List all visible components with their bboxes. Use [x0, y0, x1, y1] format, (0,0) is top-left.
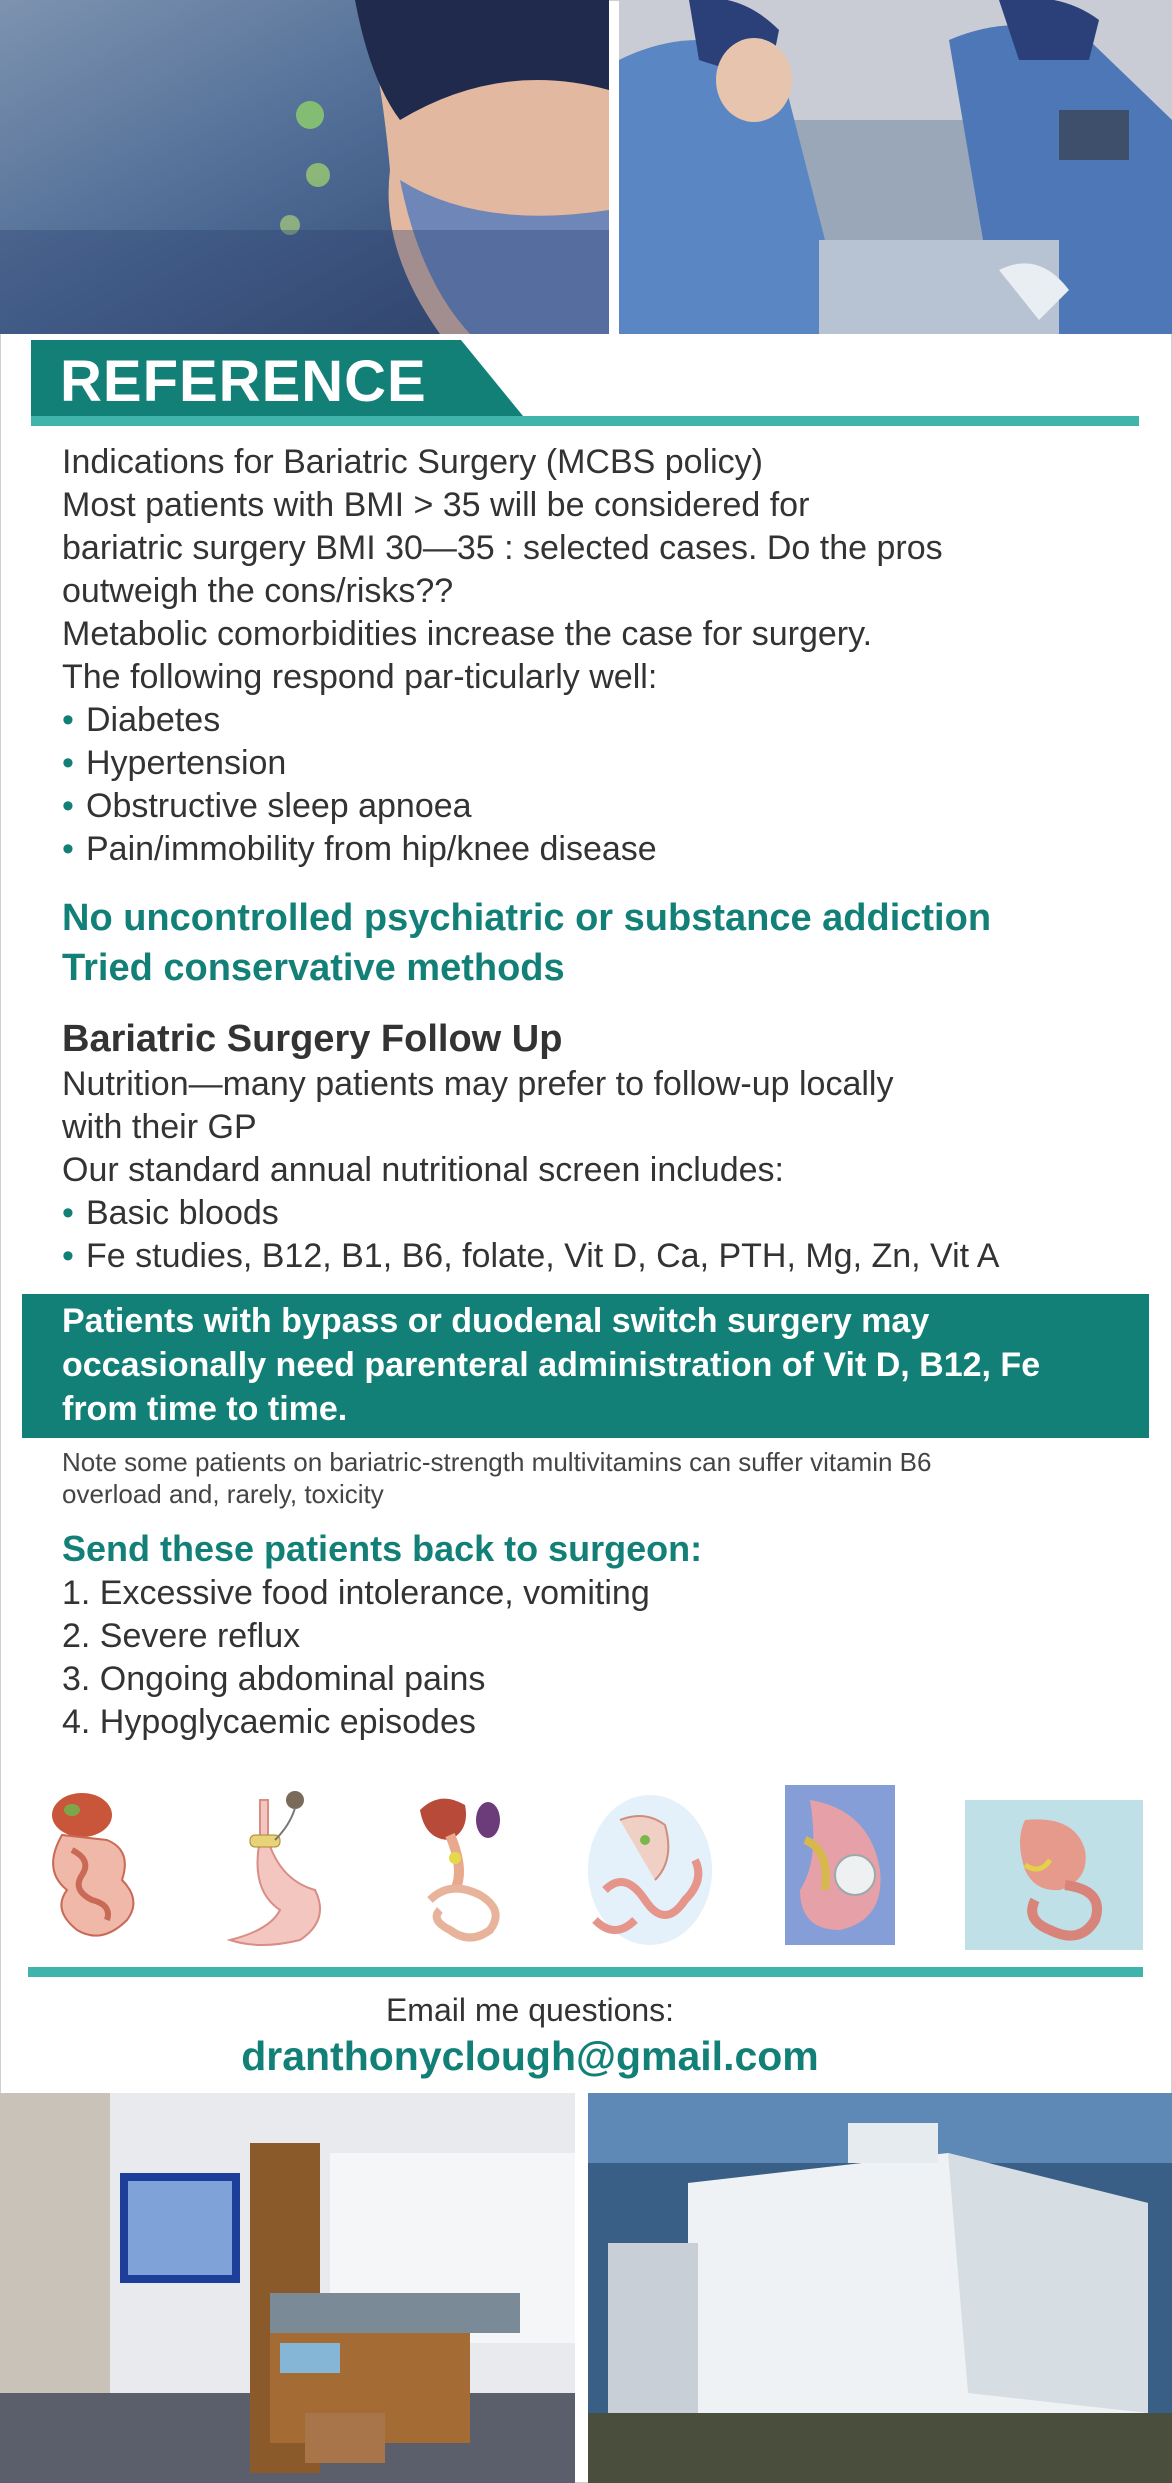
follow-up-line: Our standard annual nutritional screen includes: [62, 1151, 784, 1189]
surgeon-closeup-photo [0, 0, 609, 334]
indications-line: Most patients with BMI > 35 will be considered for [62, 486, 810, 524]
list-item: 2. Severe reflux [62, 1617, 301, 1655]
list-item-text: Fe studies, B12, B1, B6, folate, Vit D, Ca, PTH, Mg, Zn, Vit A [86, 1237, 1000, 1275]
list-item [62, 742, 1122, 785]
indications-line: Metabolic comorbidities increase the case for surgery. [62, 615, 873, 653]
duodenal-switch-diagram-icon [410, 1780, 510, 1950]
callout-text [22, 1294, 1142, 1431]
list-item: 1. Excessive food intolerance, vomiting [62, 1574, 650, 1612]
list-item [62, 1192, 1122, 1235]
follow-up-line: Nutrition—many patients may prefer to follow-up locally [62, 1065, 894, 1103]
send-back-section [62, 1526, 1122, 1744]
criteria-section [62, 893, 1122, 993]
hospital-building-photo [588, 2093, 1172, 2483]
bullet-dot-icon: • [62, 830, 74, 868]
list-item: 3. Ongoing abdominal pains [62, 1660, 486, 1698]
bullet-dot-icon: • [62, 1194, 74, 1232]
header-divider [31, 416, 1139, 426]
email-label: Email me questions: [385, 1992, 675, 2028]
callout-line: from time to time. [62, 1390, 348, 1428]
gastric-band-diagram-icon [220, 1780, 330, 1950]
indications-line: The following respond par-ticularly well: [62, 658, 658, 696]
send-back-heading: Send these patients back to surgeon: [62, 1528, 703, 1569]
list-item [62, 828, 1122, 871]
bullet-dot-icon: • [62, 701, 74, 739]
criteria-line: No uncontrolled psychiatric or substance addiction [62, 897, 992, 939]
indications-line: bariatric surgery BMI 30—35 : selected cases. Do the pros [62, 529, 943, 567]
gastric-bypass-diagram-icon [32, 1780, 152, 1950]
indications-section [62, 441, 1122, 871]
list-item-text: Pain/immobility from hip/knee disease [86, 830, 657, 868]
note-line: Note some patients on bariatric-strength multivitamins can suffer vitamin B6 [62, 1447, 932, 1477]
list-item-text: Basic bloods [86, 1194, 279, 1232]
consulting-room-photo [0, 2093, 575, 2483]
list-item [62, 785, 1122, 828]
nutrition-screen-list [62, 1192, 1122, 1278]
indications-line: outweigh the cons/risks?? [62, 572, 454, 610]
mini-bypass-diagram-icon [585, 1780, 720, 1950]
parenteral-callout-box [22, 1294, 1149, 1438]
indications-line: Indications for Bariatric Surgery (MCBS policy) [62, 443, 764, 481]
page-title: REFERENCE [60, 349, 427, 414]
bullet-dot-icon: • [62, 787, 74, 825]
footer-divider [28, 1967, 1143, 1977]
surgical-team-photo [619, 0, 1172, 334]
list-item: 4. Hypoglycaemic episodes [62, 1703, 476, 1741]
criteria-line: Tried conservative methods [62, 947, 565, 989]
email-link[interactable]: dranthonyclough@gmail.com [241, 2033, 819, 2079]
sleeve-gastrectomy-diagram-icon [965, 1780, 1143, 1950]
b6-note [62, 1446, 1122, 1510]
comorbidity-list [62, 699, 1122, 871]
bullet-dot-icon: • [62, 1237, 74, 1275]
list-item [62, 1235, 1122, 1278]
list-item [62, 699, 1122, 742]
callout-line: Patients with bypass or duodenal switch surgery may [62, 1302, 930, 1340]
callout-line: occasionally need parenteral administration of Vit D, B12, Fe [62, 1346, 1041, 1384]
bullet-dot-icon: • [62, 744, 74, 782]
note-line: overload and, rarely, toxicity [62, 1479, 384, 1509]
sleeve-balloon-diagram-icon [780, 1780, 900, 1950]
list-item-text: Obstructive sleep apnoea [86, 787, 472, 825]
list-item-text: Diabetes [86, 701, 221, 739]
follow-up-line: with their GP [62, 1108, 257, 1146]
follow-up-section [62, 1015, 1122, 1278]
follow-up-heading: Bariatric Surgery Follow Up [62, 1018, 563, 1060]
list-item-text: Hypertension [86, 744, 287, 782]
